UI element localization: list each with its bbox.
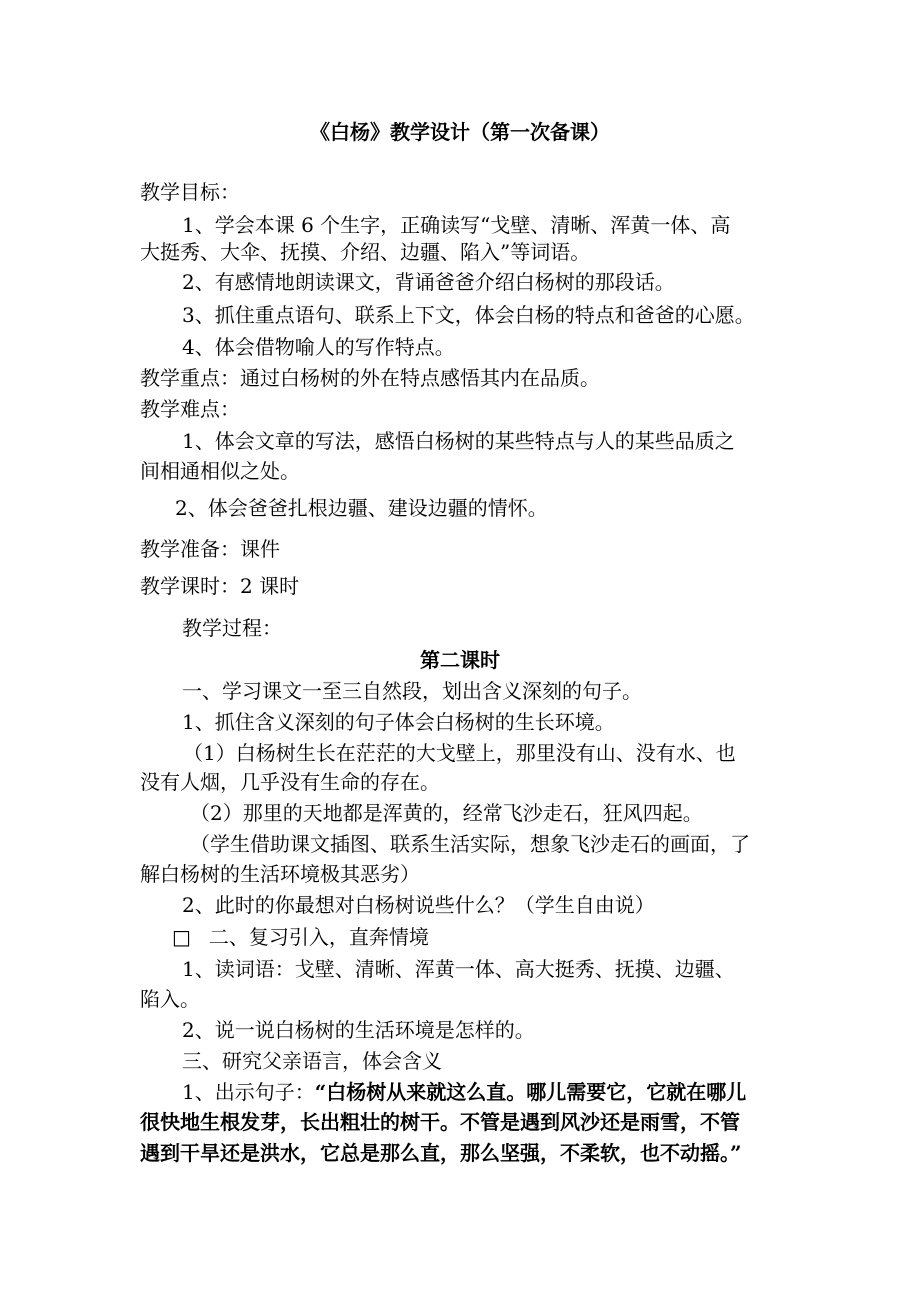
section-3-item-1-line-1 <box>182 1080 746 1104</box>
section-2-heading <box>172 925 429 949</box>
difficulty-1-line-2: 间相通相似之处。 <box>140 459 300 483</box>
difficulty-heading: 教学难点： <box>140 397 240 421</box>
quote-line-1: “白杨树从来就这么直。哪儿需要它，它就在哪儿 <box>314 1080 747 1104</box>
difficulty-2: 2、体会爸爸扎根边疆、建设边疆的情怀。 <box>175 496 548 520</box>
objective-1-line-1: 1、学会本课 6 个生字，正确读写“戈壁、清晰、浑黄一体、高 <box>182 213 731 237</box>
section-2-item-1-line-2: 陷入。 <box>140 987 200 1011</box>
objective-3: 3、抓住重点语句、联系上下文，体会白杨的特点和爸爸的心愿。 <box>182 303 755 327</box>
section-1-item-2: 2、此时的你最想对白杨树说些什么？（学生自由说） <box>182 893 655 917</box>
objective-2: 2、有感情地朗读课文，背诵爸爸介绍白杨树的那段话。 <box>182 270 675 294</box>
document-title: 《白杨》教学设计（第一次备课） <box>310 120 610 144</box>
section-1-item-1: 1、抓住含义深刻的句子体会白杨树的生长环境。 <box>182 710 615 734</box>
section-1-note-line-2: 解白杨树的生活环境极其恶劣） <box>140 862 420 886</box>
section-1-sub-1-line-1: （1）白杨树生长在茫茫的大戈壁上，那里没有山、没有水、也 <box>183 741 736 765</box>
section-2-heading-text: 二、复习引入，直奔情境 <box>208 925 429 949</box>
lesson-hours: 教学课时：2 课时 <box>140 574 300 598</box>
section-1-note-line-1: （学生借助课文插图、联系生活实际，想象飞沙走石的画面，了 <box>190 832 750 856</box>
objective-1-line-2: 大挺秀、大伞、抚摸、介绍、边疆、陷入”等词语。 <box>140 240 591 264</box>
section-1-heading: 一、学习课文一至三自然段，划出含义深刻的句子。 <box>182 679 642 703</box>
objective-4: 4、体会借物喻人的写作特点。 <box>182 335 455 359</box>
checkbox-placeholder-glyph: □ <box>172 925 191 949</box>
section-2-item-1-line-1: 1、读词语：戈壁、清晰、浑黄一体、高大挺秀、抚摸、边疆、 <box>182 957 735 981</box>
quote-line-2: 很快地生根发芽，长出粗壮的树干。不管是遇到风沙还是雨雪，不管 <box>140 1110 740 1134</box>
section-2-item-2: 2、说一说白杨树的生活环境是怎样的。 <box>182 1018 535 1042</box>
section-1-sub-2: （2）那里的天地都是浑黄的，经常飞沙走石，狂风四起。 <box>190 801 703 825</box>
section-1-sub-1-line-2: 没有人烟，几乎没有生命的存在。 <box>140 770 440 794</box>
quote-line-3: 遇到干旱还是洪水，它总是那么直，那么坚强，不柔软，也不动摇。” <box>140 1141 742 1165</box>
lesson-title: 第二课时 <box>420 648 500 672</box>
section-3-heading: 三、研究父亲语言，体会含义 <box>182 1049 442 1073</box>
key-point: 教学重点：通过白杨树的外在特点感悟其内在品质。 <box>140 366 600 390</box>
difficulty-1-line-1: 1、体会文章的写法，感悟白杨树的某些特点与人的某些品质之 <box>182 429 735 453</box>
process-heading: 教学过程： <box>182 616 282 640</box>
section-3-item-1-prefix: 1、出示句子： <box>182 1080 315 1104</box>
objectives-heading: 教学目标： <box>140 180 240 204</box>
preparation: 教学准备：课件 <box>140 537 280 561</box>
